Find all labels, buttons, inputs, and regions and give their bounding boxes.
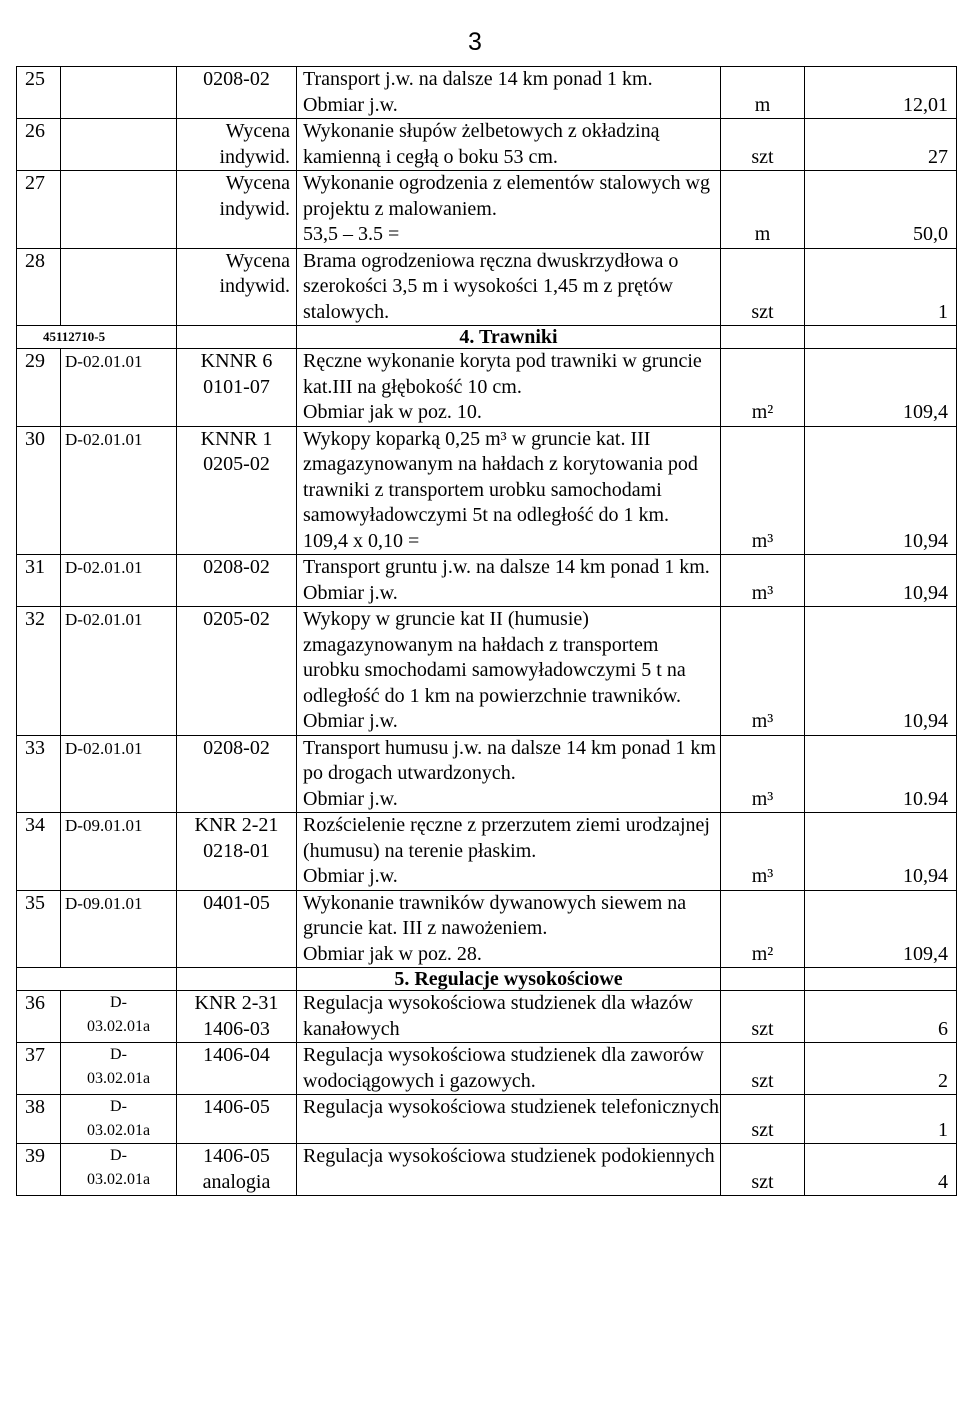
quantity-cell <box>805 67 957 119</box>
description-text: Ręczne wykonanie koryta pod trawniki w gruncie kat.III na głębokość 10 cm. Obmiar jak w poz. 10. <box>303 350 702 423</box>
quantity-cell <box>805 1095 957 1144</box>
position-number-cell <box>17 171 61 249</box>
basis-text: 1406-04 <box>203 1044 270 1066</box>
section-title-cell <box>297 326 721 349</box>
description-text: Wykopy koparką 0,25 m³ w gruncie kat. III zmagazynowanym na hałdach z korytowania pod trawniki z transportem urobku samochodami samowyładowczymi 5t na odległość do 1 km. 109,4 x 0,10 = <box>303 427 698 552</box>
unit-cell <box>721 1043 805 1095</box>
section-title: 4. Trawniki <box>459 326 558 348</box>
spec-code: D- 03.02.01a <box>86 1147 151 1188</box>
position-number-cell <box>17 248 61 326</box>
basis-cell <box>177 67 297 119</box>
basis-text: KNNR 1 0205-02 <box>200 427 273 475</box>
description-cell <box>297 813 721 891</box>
table-row <box>17 555 957 607</box>
spec-code-cell <box>61 1043 177 1095</box>
description-text: Regulacja wysokościowa studzienek dla włazów kanałowych <box>303 992 693 1040</box>
position-number: 29 <box>25 350 45 372</box>
spec-code-cell <box>61 119 177 171</box>
basis-cell <box>177 119 297 171</box>
unit-cell <box>721 607 805 736</box>
unit-text: szt <box>751 300 774 323</box>
section-title: 5. Regulacje wysokościowe <box>394 968 623 990</box>
unit-text: m² <box>751 942 774 965</box>
basis-text: 0401-05 <box>203 891 270 914</box>
description-text: Rozścielenie ręczne z przerzutem ziemi urodzajnej (humusu) na terenie płaskim. Obmiar j.w. <box>303 814 710 887</box>
basis-text: 0208-02 <box>203 68 270 90</box>
quantity-cell <box>805 555 957 607</box>
empty-cell <box>805 326 957 349</box>
quantity-text: 109,4 <box>903 401 948 423</box>
quantity-text: 10,94 <box>903 529 948 552</box>
position-number: 32 <box>25 608 45 630</box>
bill-of-quantities-table <box>16 66 957 1196</box>
description-text: Wykonanie trawników dywanowych siewem na gruncie kat. III z nawożeniem. Obmiar jak w poz. 28. <box>303 891 687 965</box>
spec-code-cell <box>61 555 177 607</box>
unit-text: szt <box>751 1069 774 1092</box>
unit-cell <box>721 890 805 968</box>
quantity-text: 50,0 <box>913 223 948 245</box>
table-row <box>17 349 957 427</box>
basis-text: 1406-05 <box>203 1096 270 1118</box>
position-number: 33 <box>25 736 45 759</box>
description-text: Wykopy w gruncie kat II (humusie) zmagazynowanym na hałdach z transportem urobku smochodami samowyładowczymi 5 t na odległość do 1 km na powierzchnie trawników. Obmiar j.w. <box>303 608 686 732</box>
description-cell <box>297 607 721 736</box>
table-row <box>17 890 957 968</box>
description-cell <box>297 426 721 555</box>
position-number: 36 <box>25 992 45 1014</box>
description-cell <box>297 349 721 427</box>
unit-cell <box>721 119 805 171</box>
unit-cell <box>721 735 805 813</box>
quantity-text: 1 <box>938 1118 948 1141</box>
quantity-cell <box>805 248 957 326</box>
basis-cell <box>177 607 297 736</box>
basis-text: Wycena indywid. <box>219 120 290 168</box>
quantity-cell <box>805 607 957 736</box>
position-number-cell <box>17 735 61 813</box>
unit-text: szt <box>751 145 774 168</box>
spec-code: D-02.01.01 <box>65 738 143 758</box>
quantity-cell <box>805 426 957 555</box>
basis-cell <box>177 1144 297 1196</box>
basis-text: KNR 2-31 1406-03 <box>194 992 279 1040</box>
section-header-row <box>17 968 957 991</box>
position-number-cell <box>17 1144 61 1196</box>
spec-code: D-02.01.01 <box>65 610 143 629</box>
position-number-cell <box>17 426 61 555</box>
section-header-row <box>17 326 957 349</box>
unit-text: szt <box>751 1118 774 1141</box>
description-cell <box>297 119 721 171</box>
description-cell <box>297 1043 721 1095</box>
quantity-text: 6 <box>938 1017 948 1040</box>
empty-cell <box>721 968 805 991</box>
position-number: 28 <box>25 249 45 272</box>
basis-cell <box>177 1095 297 1144</box>
position-number-cell <box>17 1043 61 1095</box>
spec-code: D- 03.02.01a <box>86 994 151 1035</box>
position-number: 30 <box>25 427 45 450</box>
table-row <box>17 248 957 326</box>
basis-text: 0208-02 <box>203 736 270 759</box>
unit-cell <box>721 1095 805 1144</box>
spec-code: D- 03.02.01a <box>86 1046 151 1087</box>
unit-cell <box>721 555 805 607</box>
quantity-cell <box>805 119 957 171</box>
spec-code: D-09.01.01 <box>65 893 143 913</box>
page-number: 3 <box>468 28 482 56</box>
table-row <box>17 991 957 1043</box>
spec-code: D-09.01.01 <box>65 816 143 835</box>
position-number: 34 <box>25 814 45 836</box>
basis-cell <box>177 735 297 813</box>
basis-text: Wycena indywid. <box>219 172 290 220</box>
description-cell <box>297 890 721 968</box>
spec-code-cell <box>61 426 177 555</box>
quantity-text: 12,01 <box>903 93 948 116</box>
basis-cell <box>177 248 297 326</box>
quantity-text: 10,94 <box>903 581 948 604</box>
unit-text: m <box>754 223 771 245</box>
position-number-cell <box>17 119 61 171</box>
unit-text: m³ <box>751 529 774 552</box>
unit-cell <box>721 426 805 555</box>
unit-cell <box>721 67 805 119</box>
quantity-text: 2 <box>938 1069 948 1092</box>
basis-cell <box>177 171 297 249</box>
description-cell <box>297 735 721 813</box>
description-cell <box>297 555 721 607</box>
position-number-cell <box>17 1095 61 1144</box>
quantity-cell <box>805 813 957 891</box>
empty-cell <box>177 326 297 349</box>
unit-cell <box>721 349 805 427</box>
basis-text: 0205-02 <box>203 608 270 630</box>
description-cell <box>297 991 721 1043</box>
spec-code: D-02.01.01 <box>65 558 143 577</box>
table-row <box>17 1043 957 1095</box>
unit-text: szt <box>751 1170 774 1193</box>
section-code-cell <box>17 968 177 991</box>
position-number: 31 <box>25 556 45 578</box>
position-number-cell <box>17 813 61 891</box>
basis-cell <box>177 349 297 427</box>
description-cell <box>297 248 721 326</box>
table-row <box>17 119 957 171</box>
spec-code-cell <box>61 1144 177 1196</box>
table-row <box>17 1144 957 1196</box>
description-text: Wykonanie słupów żelbetowych z okładziną kamienną i cegłą o boku 53 cm. <box>303 120 660 168</box>
position-number-cell <box>17 991 61 1043</box>
basis-cell <box>177 991 297 1043</box>
empty-cell <box>177 968 297 991</box>
position-number-cell <box>17 349 61 427</box>
table-row <box>17 813 957 891</box>
basis-cell <box>177 555 297 607</box>
quantity-text: 1 <box>938 300 948 323</box>
spec-code: D- 03.02.01a <box>86 1098 151 1139</box>
position-number-cell <box>17 67 61 119</box>
description-text: Transport gruntu j.w. na dalsze 14 km ponad 1 km. Obmiar j.w. <box>303 556 710 604</box>
basis-cell <box>177 813 297 891</box>
table-row <box>17 607 957 736</box>
position-number-cell <box>17 555 61 607</box>
basis-text: 0208-02 <box>203 556 270 578</box>
description-cell <box>297 171 721 249</box>
quantity-cell <box>805 1043 957 1095</box>
description-text: Wykonanie ogrodzenia z elementów stalowych wg projektu z malowaniem. 53,5 – 3.5 = <box>303 172 710 245</box>
description-cell <box>297 1095 721 1144</box>
unit-cell <box>721 991 805 1043</box>
basis-text: KNR 2-21 0218-01 <box>194 814 279 862</box>
unit-text: m³ <box>751 710 774 732</box>
spec-code-cell <box>61 607 177 736</box>
description-text: Regulacja wysokościowa studzienek podokiennych <box>303 1145 715 1167</box>
position-number: 27 <box>25 172 45 194</box>
unit-text: szt <box>751 1017 774 1040</box>
position-number: 35 <box>25 891 45 914</box>
description-cell <box>297 1144 721 1196</box>
position-number: 38 <box>25 1096 45 1118</box>
spec-code-cell <box>61 171 177 249</box>
unit-cell <box>721 813 805 891</box>
section-title-cell <box>297 968 721 991</box>
unit-text: m³ <box>751 581 774 604</box>
basis-text: 1406-05 analogia <box>202 1145 271 1193</box>
quantity-cell <box>805 890 957 968</box>
table-row <box>17 735 957 813</box>
spec-code: D-02.01.01 <box>65 429 143 449</box>
position-number-cell <box>17 890 61 968</box>
unit-cell <box>721 171 805 249</box>
quantity-text: 10,94 <box>903 710 948 732</box>
unit-cell <box>721 248 805 326</box>
quantity-text: 4 <box>938 1170 948 1193</box>
description-cell <box>297 67 721 119</box>
spec-code-cell <box>61 248 177 326</box>
spec-code-cell <box>61 67 177 119</box>
position-number: 25 <box>25 68 45 90</box>
unit-cell <box>721 1144 805 1196</box>
quantity-cell <box>805 735 957 813</box>
description-text: Regulacja wysokościowa studzienek dla zaworów wodociągowych i gazowych. <box>303 1044 704 1092</box>
basis-cell <box>177 1043 297 1095</box>
basis-cell <box>177 890 297 968</box>
table-body <box>17 67 957 1196</box>
basis-text: KNNR 6 0101-07 <box>200 350 273 398</box>
section-code: 45112710-5 <box>43 329 106 344</box>
basis-cell <box>177 426 297 555</box>
table-row <box>17 426 957 555</box>
position-number-cell <box>17 607 61 736</box>
basis-text: Wycena indywid. <box>219 249 290 297</box>
quantity-text: 10.94 <box>903 787 948 810</box>
empty-cell <box>721 326 805 349</box>
position-number: 39 <box>25 1145 45 1167</box>
spec-code-cell <box>61 1095 177 1144</box>
table-row <box>17 1095 957 1144</box>
section-code-cell <box>17 326 177 349</box>
unit-text: m³ <box>751 787 774 810</box>
description-text: Regulacja wysokościowa studzienek telefonicznych <box>303 1096 719 1118</box>
description-text: Brama ogrodzeniowa ręczna dwuskrzydłowa o szerokości 3,5 m i wysokości 1,45 m z prętów stalowych. <box>303 249 679 323</box>
description-text: Transport j.w. na dalsze 14 km ponad 1 km. Obmiar j.w. <box>303 68 653 116</box>
spec-code-cell <box>61 890 177 968</box>
quantity-cell <box>805 171 957 249</box>
quantity-cell <box>805 991 957 1043</box>
quantity-cell <box>805 349 957 427</box>
quantity-text: 109,4 <box>903 942 948 965</box>
unit-text: m² <box>751 401 774 423</box>
spec-code-cell <box>61 349 177 427</box>
quantity-text: 10,94 <box>903 865 948 887</box>
unit-text: m <box>754 93 771 116</box>
spec-code-cell <box>61 813 177 891</box>
table-row <box>17 171 957 249</box>
spec-code-cell <box>61 735 177 813</box>
position-number: 37 <box>25 1044 45 1066</box>
spec-code-cell <box>61 991 177 1043</box>
empty-cell <box>805 968 957 991</box>
description-text: Transport humusu j.w. na dalsze 14 km ponad 1 km po drogach utwardzonych. Obmiar j.w. <box>303 736 716 810</box>
quantity-cell <box>805 1144 957 1196</box>
spec-code: D-02.01.01 <box>65 352 143 371</box>
quantity-text: 27 <box>928 145 948 168</box>
table-row <box>17 67 957 119</box>
unit-text: m³ <box>751 865 774 887</box>
position-number: 26 <box>25 120 45 142</box>
